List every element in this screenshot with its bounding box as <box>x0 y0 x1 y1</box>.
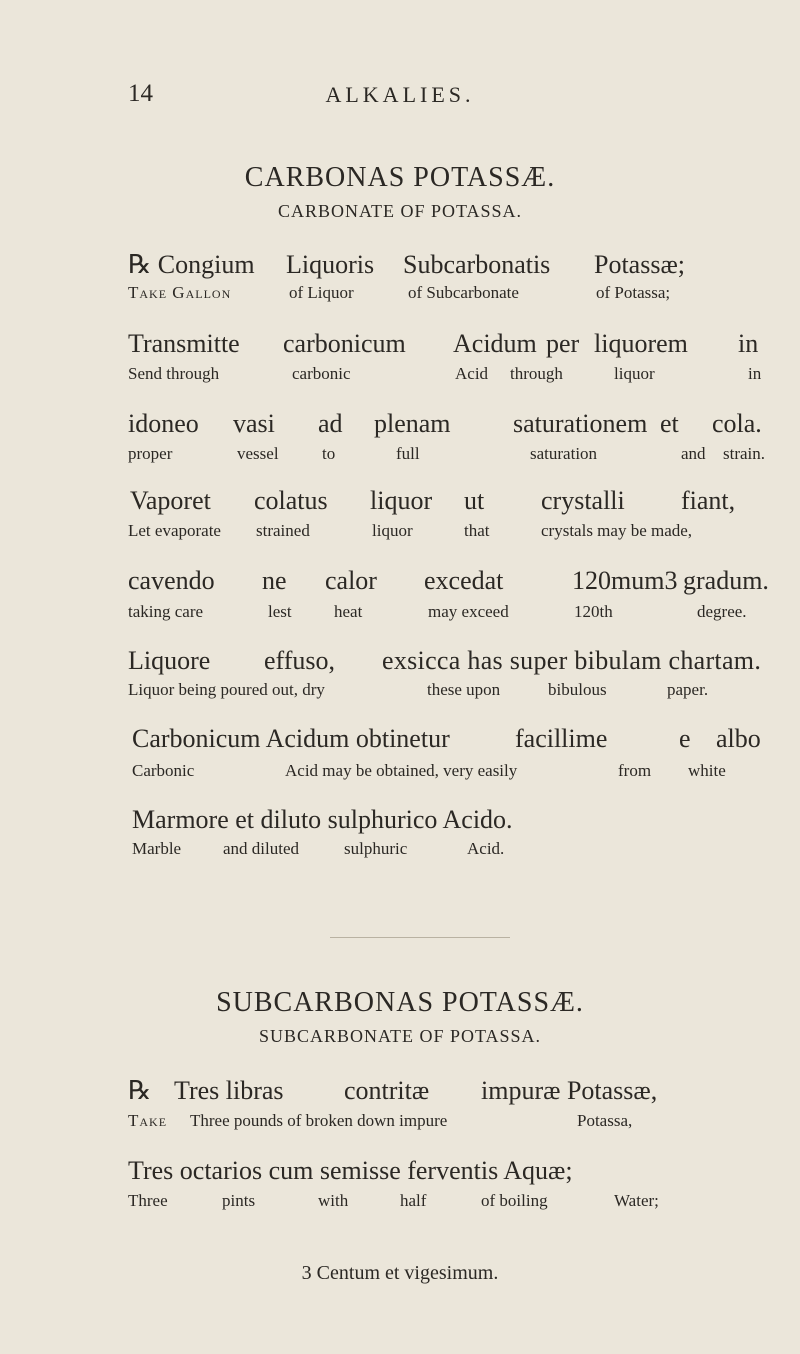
english-word: crystals may be made, <box>541 521 693 540</box>
english-word: vessel <box>237 444 279 463</box>
latin-word: saturationem <box>513 409 648 438</box>
latin-word: crystalli <box>541 486 625 515</box>
latin-word: Tres octarios cum semisse ferventis Aquæ; <box>128 1156 573 1185</box>
latin-word: ut <box>464 486 485 515</box>
english-word: Send through <box>128 364 220 383</box>
english-word: taking care <box>128 602 204 621</box>
latin-word: liquor <box>370 486 433 515</box>
latin-word: Acidum <box>453 329 537 358</box>
latin-word: e <box>679 724 691 753</box>
english-word: liquor <box>372 521 413 540</box>
latin-word: Subcarbonatis <box>403 250 551 279</box>
latin-word: albo <box>716 724 761 753</box>
latin-word: Liquore <box>128 646 211 675</box>
english-word: and <box>681 444 706 463</box>
english-word: with <box>318 1191 349 1210</box>
english-word: Let evaporate <box>128 521 221 540</box>
latin-word: ne <box>262 566 287 595</box>
latin-word: et <box>660 409 679 438</box>
english-word: degree. <box>697 602 747 621</box>
latin-word: exsicca has super bibulam chartam. <box>382 646 762 675</box>
english-word: to <box>322 444 336 463</box>
latin-word: cavendo <box>128 566 215 595</box>
english-word: may exceed <box>428 602 509 621</box>
english-word: Take Gallon <box>128 283 232 302</box>
english-word: of Liquor <box>289 283 354 302</box>
english-word: and diluted <box>223 839 300 858</box>
english-word: Water; <box>614 1191 659 1210</box>
english-word: Marble <box>132 839 182 858</box>
english-word: through <box>510 364 563 383</box>
latin-word: 120mum3 <box>572 566 678 595</box>
english-word: heat <box>334 602 363 621</box>
section-divider <box>330 937 510 938</box>
running-head: ALKALIES. <box>325 82 475 107</box>
english-word: Acid <box>455 364 489 383</box>
latin-word: Transmitte <box>128 329 240 358</box>
page-number: 14 <box>128 80 153 107</box>
latin-word: gradum. <box>683 566 769 595</box>
latin-word: vasi <box>233 409 275 438</box>
english-word: saturation <box>530 444 598 463</box>
latin-word: per <box>546 329 580 358</box>
english-word: Liquor being poured out, dry <box>128 680 325 699</box>
english-word: lest <box>268 602 292 621</box>
latin-word: Carbonicum Acidum obtinetur <box>132 724 450 753</box>
english-word: full <box>396 444 420 463</box>
latin-word: facillime <box>515 724 608 753</box>
english-word: in <box>748 364 762 383</box>
latin-word: carbonicum <box>283 329 406 358</box>
latin-word: Potassæ; <box>594 250 686 279</box>
english-word: white <box>688 761 726 780</box>
english-word: of Potassa; <box>596 283 671 302</box>
latin-word: Vaporet <box>130 486 211 515</box>
section2-title-english: SUBCARBONATE OF POTASSA. <box>258 1026 542 1046</box>
latin-word: calor <box>325 566 377 595</box>
latin-word: ℞ Congium <box>128 250 255 279</box>
english-word: carbonic <box>292 364 351 383</box>
section1-title-latin: CARBONAS POTASSÆ. <box>244 162 556 193</box>
latin-word: colatus <box>254 486 328 515</box>
footnote: 3 Centum et vigesimum. <box>301 1262 499 1284</box>
english-word: 120th <box>574 602 613 621</box>
english-word: half <box>400 1191 427 1210</box>
section2-title-latin: SUBCARBONAS POTASSÆ. <box>216 987 584 1018</box>
english-word: Acid may be obtained, very easily <box>285 761 518 780</box>
english-word: of Subcarbonate <box>408 283 519 302</box>
english-word: Three pounds of broken down impure <box>190 1111 448 1130</box>
english-word: Carbonic <box>132 761 195 780</box>
english-word: from <box>618 761 652 780</box>
english-word: these upon <box>427 680 501 699</box>
latin-word: plenam <box>374 409 451 438</box>
english-word: Three <box>128 1191 168 1210</box>
english-word: of boiling <box>481 1191 548 1210</box>
english-word: sulphuric <box>344 839 408 858</box>
english-word: bibulous <box>548 680 607 699</box>
latin-word: contritæ <box>344 1076 430 1105</box>
latin-word: Tres libras <box>174 1076 284 1105</box>
english-word: strain. <box>723 444 766 463</box>
latin-word: excedat <box>424 566 504 595</box>
english-word: Potassa, <box>577 1111 633 1130</box>
english-word: Acid. <box>467 839 505 858</box>
latin-word: idoneo <box>128 409 199 438</box>
latin-word: cola. <box>712 409 762 438</box>
english-word: proper <box>128 444 173 463</box>
latin-word: Marmore et diluto sulphurico Acido. <box>132 805 513 834</box>
latin-word: impuræ Potassæ, <box>481 1076 658 1105</box>
english-word: strained <box>256 521 310 540</box>
english-word: that <box>464 521 490 540</box>
latin-word: effuso, <box>264 646 336 675</box>
latin-word: ad <box>318 409 343 438</box>
section1-title-english: CARBONATE OF POTASSA. <box>277 201 523 221</box>
latin-word: in <box>738 329 759 358</box>
latin-word: Liquoris <box>286 250 375 279</box>
latin-word: liquorem <box>594 329 688 358</box>
english-word: paper. <box>667 680 709 699</box>
english-word: pints <box>222 1191 256 1210</box>
latin-word: ℞ <box>128 1076 152 1105</box>
english-word: liquor <box>614 364 655 383</box>
english-word: Take <box>128 1111 168 1130</box>
latin-word: fiant, <box>681 486 736 515</box>
